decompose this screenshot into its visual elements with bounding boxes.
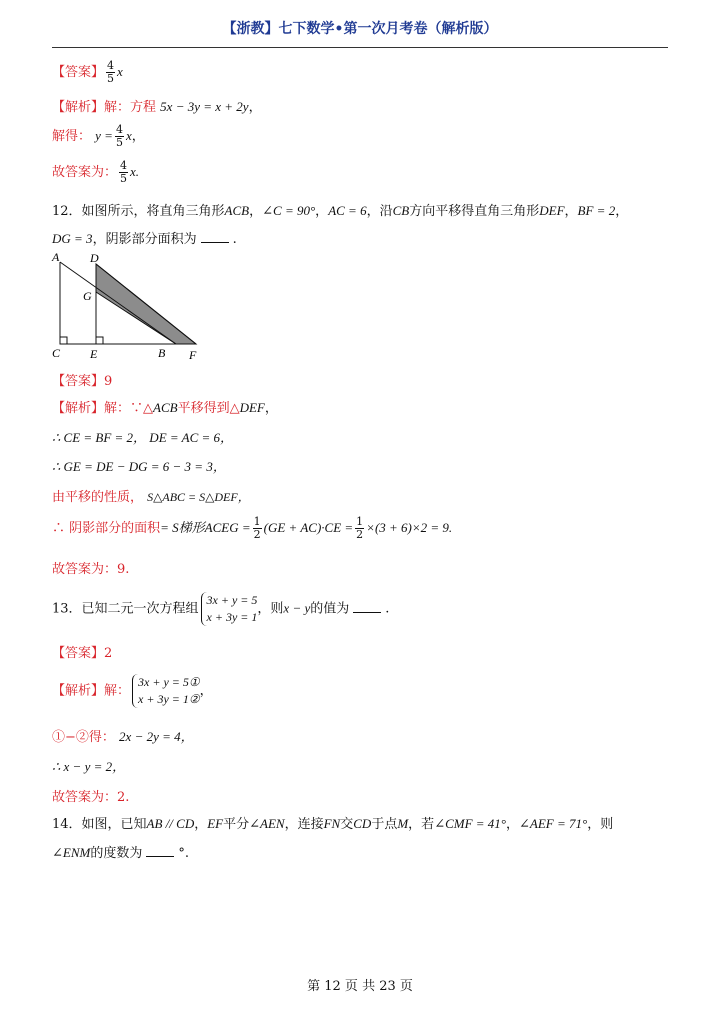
q13-final-line: 故答案为：2. <box>52 790 130 805</box>
label-a: A <box>52 250 60 264</box>
page-footer: 第 12 页 共 23 页 <box>307 979 413 994</box>
q12-property-line: 由平移的性质， S△ABC = S△DEF， <box>52 490 250 505</box>
fraction: $\frac{4}{5}$ <box>107 59 115 85</box>
q11-solve-line: 解得： y = $\frac{4}{5}$ x， <box>52 123 145 149</box>
right-angle-c <box>60 337 67 344</box>
analysis-tag: 【解析】 <box>52 100 105 115</box>
answer-tag: 【答案】 <box>52 65 105 80</box>
header-divider <box>52 47 668 48</box>
q12-figure <box>48 250 208 365</box>
label-g: G <box>83 289 92 303</box>
q11-answer-line: 【答案】 $\frac{4}{5}$ x <box>52 59 123 85</box>
q12-question-line2: DG = 3，阴影部分面积为 . <box>52 231 237 247</box>
label-b: B <box>158 346 166 360</box>
q12-final-line: 故答案为：9. <box>52 562 130 577</box>
segment-ab <box>60 262 176 344</box>
answer-blank <box>201 232 229 243</box>
q14-question-line1: 14．如图，已知AB // CD，EF平分∠AEN，连接FN交CD于点M，若∠CMF = 41°，∠AEF = 71°，则 <box>52 816 614 832</box>
label-d: D <box>90 251 99 265</box>
q12-question-line1: 12．如图所示，将直角三角形ACB，∠C = 90°，AC = 6，沿CB方向平移得直角三角形DEF，BF = 2， <box>52 203 629 219</box>
q14-question-line2: ∠ENM的度数为 °. <box>52 845 189 861</box>
q12-analysis-line: 【解析】解：∵△ACB平移得到△DEF， <box>52 400 278 416</box>
equation-system: 3x + y = 5 x + 3y = 1 <box>201 592 258 626</box>
page-header-title: 【浙教】七下数学•第一次月考卷（解析版） <box>222 21 498 37</box>
equation-system: 3x + y = 5① x + 3y = 1② <box>132 674 200 708</box>
answer-blank <box>353 602 381 613</box>
q13-question: 13．已知二元一次方程组 3x + y = 5 x + 3y = 1 ，则x − y的值为 . <box>52 593 390 624</box>
right-angle-e <box>96 337 103 344</box>
q11-final-line: 故答案为： $\frac{4}{5}$ x. <box>52 159 140 185</box>
q12-step2: ∴ GE = DE − DG = 6 − 3 = 3， <box>52 459 226 474</box>
fraction: $\frac{4}{5}$ <box>115 123 123 149</box>
q13-step-line: ①−②得： 2x − 2y = 4， <box>52 729 194 745</box>
q12-step1: ∴ CE = BF = 2， DE = AC = 6， <box>52 430 234 445</box>
q12-area-line: ∴ 阴影部分的面积= S梯形ACEG = $\frac{1}{2}$ (GE + AC)·CE = $\frac{1}{2}$ ×(3 + 6)×2 = 9. <box>52 515 453 541</box>
q11-analysis-line: 【解析】解：方程 5x − 3y = x + 2y， <box>52 99 262 115</box>
q13-analysis-line: 【解析】解： 3x + y = 5① x + 3y = 1② ， <box>52 675 213 706</box>
segment-df <box>96 264 196 344</box>
fraction: $\frac{4}{5}$ <box>120 159 128 185</box>
q13-step2: ∴ x − y = 2， <box>52 759 126 774</box>
q13-answer-line: 【答案】2 <box>52 646 113 661</box>
answer-blank <box>146 846 174 857</box>
label-c: C <box>52 346 61 360</box>
q12-answer-line: 【答案】9 <box>52 374 113 389</box>
label-e: E <box>90 347 98 361</box>
label-f: F <box>189 348 197 362</box>
fraction: $\frac{1}{2}$ <box>356 515 364 541</box>
fraction: $\frac{1}{2}$ <box>253 515 261 541</box>
q11-equation: 5x − 3y = x + 2y <box>160 99 249 114</box>
